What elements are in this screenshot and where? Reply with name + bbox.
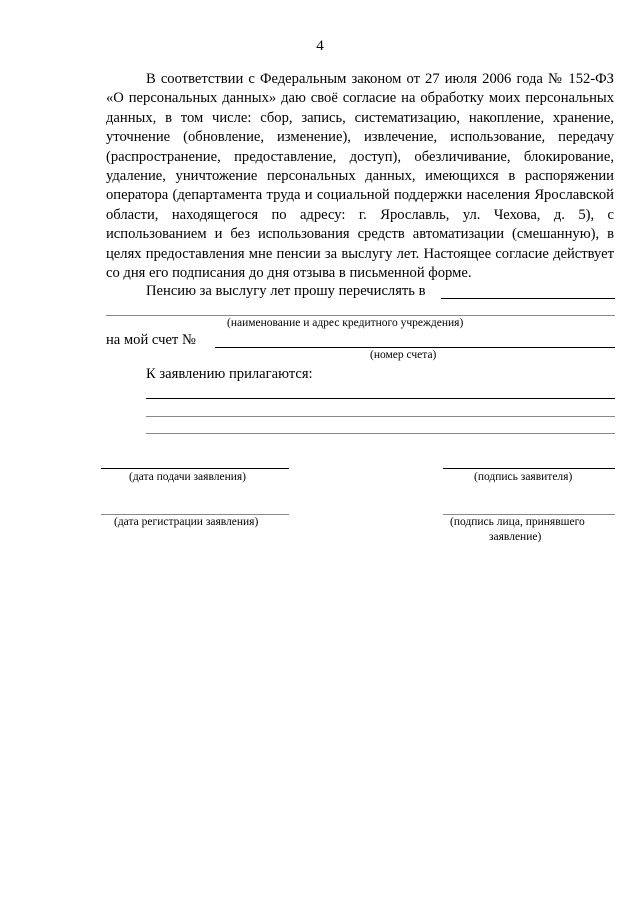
receiver-signature-caption-1: (подпись лица, принявшего <box>450 516 585 528</box>
attachments-label: К заявлению прилагаются: <box>146 366 313 382</box>
page-number: 4 <box>316 38 324 54</box>
account-number-line[interactable] <box>215 347 615 348</box>
attachments-line-3[interactable] <box>146 433 615 434</box>
date-submitted-line[interactable] <box>101 468 289 469</box>
date-submitted-caption: (дата подачи заявления) <box>129 471 246 483</box>
attachments-line-2[interactable] <box>146 416 615 417</box>
bank-caption: (наименование и адрес кредитного учреждения) <box>227 317 464 329</box>
receiver-signature-line[interactable] <box>443 514 615 515</box>
consent-paragraph: В соответствии с Федеральным законом от 27 июля 2006 года № 152-ФЗ «О персональных данных» даю своё согласие на обработку моих персональных данных, в том числе: сбор, запись, систематизацию, накопление, хранение, уточнение (обновление, изменение), извлечение, использование, передачу (распространение, предоставление, доступ), обезличивание, блокирование, удаление, уничтожение персональных данных, имеющихся в распоряжении оператора (департамента труда и социальной поддержки населения Ярославской области, находящегося по адресу: г. Ярославль, ул. Чехова, д. 5), с использованием и без использования средств автоматизации (смешанную), в целях предоставления мне пенсии за выслугу лет. Настоящее согласие действует со дня его подписания до дня отзыва в письменной форме. <box>106 71 614 282</box>
transfer-request-label: Пенсию за выслугу лет прошу перечислять в <box>146 283 426 299</box>
account-label: на мой счет № <box>106 332 196 348</box>
bank-name-line-2[interactable] <box>106 315 615 316</box>
receiver-signature-caption-2: заявление) <box>489 531 542 543</box>
account-caption: (номер счета) <box>370 349 437 361</box>
applicant-signature-caption: (подпись заявителя) <box>474 471 573 483</box>
attachments-line-1[interactable] <box>146 398 615 399</box>
bank-name-line-1[interactable] <box>441 298 615 299</box>
applicant-signature-line[interactable] <box>443 468 615 469</box>
date-registered-line[interactable] <box>101 514 289 515</box>
date-registered-caption: (дата регистрации заявления) <box>114 516 259 528</box>
